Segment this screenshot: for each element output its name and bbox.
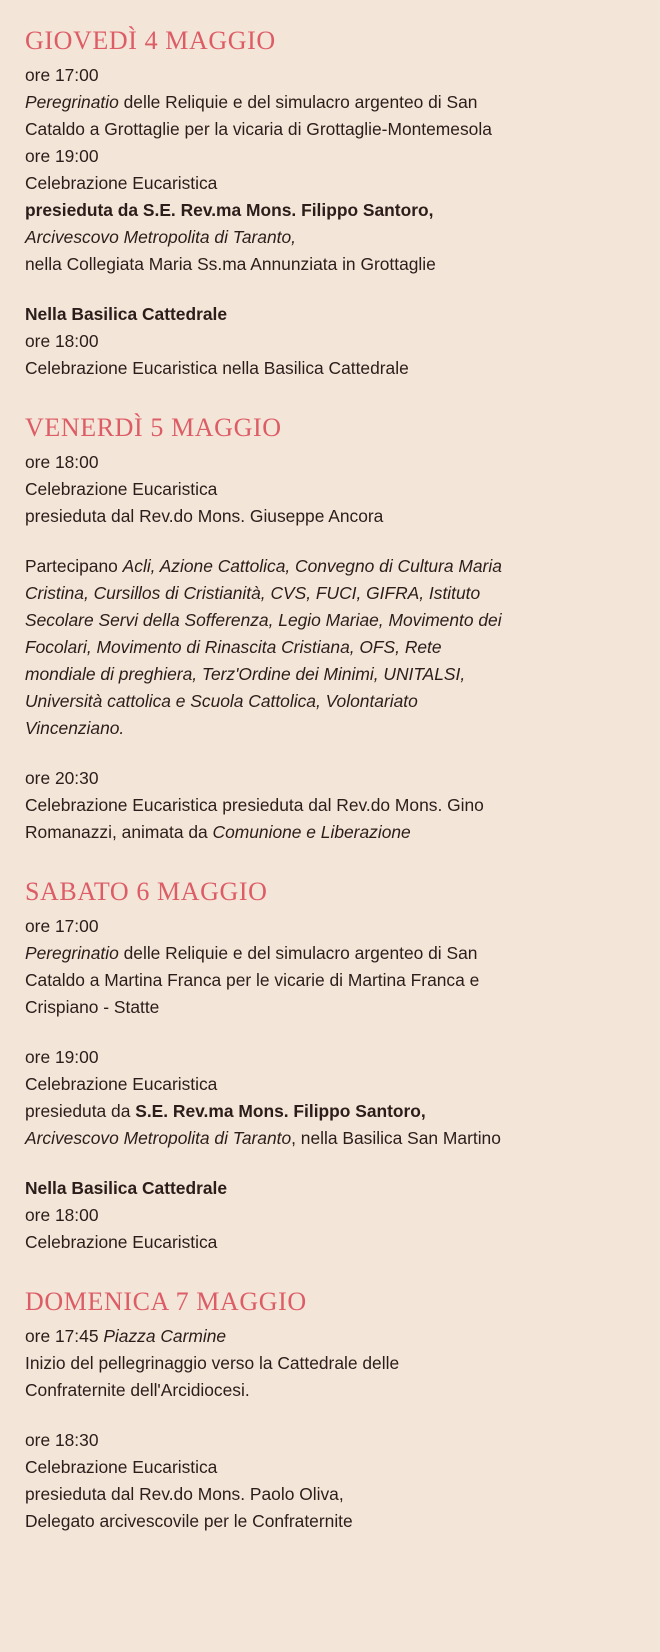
italic-text: Vincenziano.: [25, 718, 125, 738]
event-line: [25, 967, 640, 994]
event-block: [25, 913, 640, 1021]
italic-text: Arcivescovo Metropolita di Taranto: [25, 1128, 292, 1148]
event-block: [25, 1044, 640, 1152]
event-block: [25, 765, 640, 846]
event-line: [25, 1071, 640, 1098]
day-title: DOMENICA 7 MAGGIO: [25, 1287, 307, 1316]
italic-text: mondiale di preghiera, Terz'Ordine dei Minimi, UNITALSI,: [25, 664, 466, 684]
event-line: [25, 1098, 640, 1125]
text: ore 19:00: [25, 1047, 99, 1067]
event-line: [25, 89, 640, 116]
bold-text: S.E. Rev.ma Mons. Filippo Santoro,: [135, 1101, 426, 1121]
event-block: [25, 1427, 640, 1535]
text: ore 17:00: [25, 916, 99, 936]
italic-text: Secolare Servi della Sofferenza, Legio Mariae, Movimento dei: [25, 610, 502, 630]
text: Delegato arcivescovile per le Confraternite: [25, 1511, 353, 1531]
text: Celebrazione Eucaristica: [25, 1232, 218, 1252]
italic-text: Università cattolica e Scuola Cattolica, Volontariato: [25, 691, 418, 711]
bold-text: presieduta da S.E. Rev.ma Mons. Filippo Santoro,: [25, 200, 434, 220]
event-line: [25, 940, 640, 967]
day-title: GIOVEDÌ 4 MAGGIO: [25, 26, 276, 55]
text: Celebrazione Eucaristica: [25, 1457, 218, 1477]
text: ore 18:00: [25, 1205, 99, 1225]
text: Celebrazione Eucaristica nella Basilica Cattedrale: [25, 358, 409, 378]
event-line: [25, 1175, 640, 1202]
text: ore 18:30: [25, 1430, 99, 1450]
event-line: [25, 1229, 640, 1256]
text: delle Reliquie e del simulacro argenteo di San: [118, 943, 478, 963]
event-line: [25, 1427, 640, 1454]
event-line: [25, 1323, 640, 1350]
event-block: [25, 1323, 640, 1404]
day-title: SABATO 6 MAGGIO: [25, 877, 268, 906]
event-line: [25, 301, 640, 328]
event-line: [25, 1044, 640, 1071]
event-line: [25, 1125, 640, 1152]
day-section-giovedi-4-maggio: [25, 24, 640, 382]
event-line: [25, 661, 640, 688]
event-line: [25, 355, 640, 382]
event-line: [25, 994, 640, 1021]
event-line: [25, 765, 640, 792]
text: Crispiano - Statte: [25, 997, 160, 1017]
text: Partecipano: [25, 556, 123, 576]
event-line: [25, 913, 640, 940]
event-line: [25, 1454, 640, 1481]
event-block: [25, 449, 640, 530]
text: Romanazzi, animata da: [25, 822, 213, 842]
event-line: [25, 553, 640, 580]
italic-text: Peregrinatio: [25, 92, 119, 112]
text: delle Reliquie e del simulacro argenteo di San: [118, 92, 478, 112]
text: presieduta dal Rev.do Mons. Giuseppe Ancora: [25, 506, 384, 526]
day-section-domenica-7-maggio: [25, 1285, 640, 1535]
event-line: [25, 1202, 640, 1229]
text: Celebrazione Eucaristica: [25, 173, 218, 193]
event-line: [25, 197, 640, 224]
event-block: [25, 553, 640, 742]
event-line: [25, 1350, 640, 1377]
text: ore 18:00: [25, 331, 99, 351]
schedule: [25, 24, 640, 1535]
event-line: [25, 62, 640, 89]
italic-text: Focolari, Movimento di Rinascita Cristiana, OFS, Rete: [25, 637, 442, 657]
event-line: [25, 792, 640, 819]
event-line: [25, 819, 640, 846]
text: Celebrazione Eucaristica: [25, 1074, 218, 1094]
text: Inizio del pellegrinaggio verso la Cattedrale delle: [25, 1353, 400, 1373]
text: presieduta da: [25, 1101, 136, 1121]
text: Celebrazione Eucaristica presieduta dal Rev.do Mons. Gino: [25, 795, 484, 815]
event-block: [25, 1175, 640, 1256]
event-block: [25, 301, 640, 382]
event-line: [25, 580, 640, 607]
event-line: [25, 449, 640, 476]
event-line: [25, 715, 640, 742]
text: presieduta dal Rev.do Mons. Paolo Oliva,: [25, 1484, 344, 1504]
text: Cataldo a Martina Franca per le vicarie di Martina Franca e: [25, 970, 480, 990]
event-block: [25, 62, 640, 278]
event-line: [25, 1481, 640, 1508]
text: ore 20:30: [25, 768, 99, 788]
text: ore 17:00: [25, 65, 99, 85]
event-line: [25, 476, 640, 503]
bold-text: Nella Basilica Cattedrale: [25, 304, 228, 324]
event-line: [25, 503, 640, 530]
event-line: [25, 607, 640, 634]
italic-text: Acli, Azione Cattolica, Convegno di Cultura Maria: [122, 556, 502, 576]
day-title: VENERDÌ 5 MAGGIO: [25, 413, 282, 442]
text: ore 18:00: [25, 452, 99, 472]
italic-text: Piazza Carmine: [103, 1326, 227, 1346]
event-line: [25, 1377, 640, 1404]
event-line: [25, 251, 640, 278]
italic-text: Comunione e Liberazione: [212, 822, 411, 842]
bold-text: Nella Basilica Cattedrale: [25, 1178, 228, 1198]
italic-text: Arcivescovo Metropolita di Taranto,: [25, 227, 296, 247]
text: nella Collegiata Maria Ss.ma Annunziata in Grottaglie: [25, 254, 436, 274]
text: Cataldo a Grottaglie per la vicaria di Grottaglie-Montemesola: [25, 119, 492, 139]
text: Confraternite dell'Arcidiocesi.: [25, 1380, 250, 1400]
italic-text: Cristina, Cursillos di Cristianità, CVS, FUCI, GIFRA, Istituto: [25, 583, 481, 603]
text: ore 19:00: [25, 146, 99, 166]
event-line: [25, 170, 640, 197]
event-line: [25, 224, 640, 251]
event-line: [25, 688, 640, 715]
day-section-sabato-6-maggio: [25, 875, 640, 1256]
event-line: [25, 116, 640, 143]
text: ore 17:45: [25, 1326, 104, 1346]
italic-text: Peregrinatio: [25, 943, 119, 963]
event-line: [25, 143, 640, 170]
text: , nella Basilica San Martino: [291, 1128, 501, 1148]
event-line: [25, 1508, 640, 1535]
event-line: [25, 634, 640, 661]
day-section-venerdi-5-maggio: [25, 411, 640, 846]
event-line: [25, 328, 640, 355]
text: Celebrazione Eucaristica: [25, 479, 218, 499]
